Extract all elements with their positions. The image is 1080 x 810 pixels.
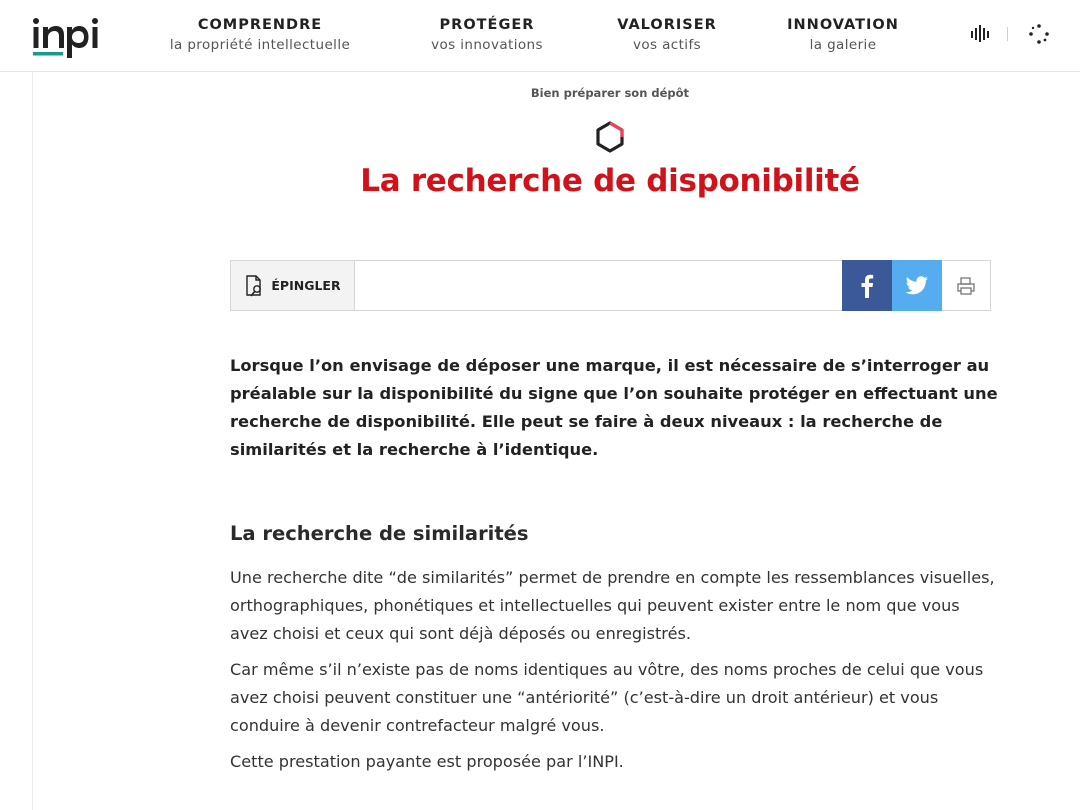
site-header <box>0 0 1080 72</box>
nav-title: PROTÉGER <box>439 17 535 33</box>
nav-subtitle: la propriété intellectuelle <box>169 37 351 53</box>
twitter-icon <box>905 276 929 296</box>
nav-comprendre[interactable] <box>166 17 354 53</box>
nav-subtitle: vos innovations <box>431 37 543 53</box>
section-heading: La recherche de similarités <box>230 522 529 545</box>
print-button[interactable] <box>942 261 990 310</box>
nav-title: INNOVATION <box>787 17 899 33</box>
nav-subtitle: vos actifs <box>632 37 702 53</box>
nav-innovation[interactable] <box>786 17 900 53</box>
body-paragraph: Car même s’il n’existe pas de noms identiques au vôtre, des noms proches de celui que vous avez choisi peuvent constituer une “antériorité” (c’est-à-dire un droit antérieur) et vous conduire à devenir contrefacteur malgré vous. <box>230 660 984 735</box>
body-paragraph: Une recherche dite “de similarités” permet de prendre en compte les ressemblances visuelles, orthographiques, phonétiques et intellectuelles qui peuvent exister entre le nom que vous avez choisi et ceux qui sont déjà déposés ou enregistrés. <box>230 568 995 643</box>
pin-label: ÉPINGLER <box>271 278 341 293</box>
nav-title: VALORISER <box>617 17 717 33</box>
audio-icon[interactable] <box>968 22 992 46</box>
hexagon-icon <box>594 120 626 154</box>
page-title: La recherche de disponibilité <box>360 163 860 199</box>
nav-title: COMPRENDRE <box>197 17 323 33</box>
breadcrumb[interactable]: Bien préparer son dépôt <box>530 86 690 100</box>
nav-subtitle: la galerie <box>809 37 877 53</box>
share-toolbar <box>230 260 991 311</box>
header-divider <box>1007 27 1008 41</box>
dots-menu-icon[interactable] <box>1027 22 1051 46</box>
twitter-share-button[interactable] <box>892 260 942 311</box>
nav-valoriser[interactable] <box>614 17 720 53</box>
inpi-logo[interactable] <box>30 14 100 58</box>
nav-proteger[interactable] <box>424 17 550 53</box>
pin-document-icon <box>244 274 266 298</box>
print-icon <box>956 277 976 295</box>
body-paragraph: Cette prestation payante est proposée par l’INPI. <box>230 752 624 771</box>
intro-paragraph: Lorsque l’on envisage de déposer une marque, il est nécessaire de s’interroger au préalable sur la disponibilité du signe que l’on souhaite protéger en effectuant une recherche de disponibilité. Elle peut se faire à deux niveaux : la recherche de similarités et la recherche à l’identique. <box>230 356 998 459</box>
facebook-share-button[interactable] <box>842 260 892 311</box>
pin-button[interactable] <box>231 261 355 310</box>
facebook-icon <box>860 274 874 298</box>
